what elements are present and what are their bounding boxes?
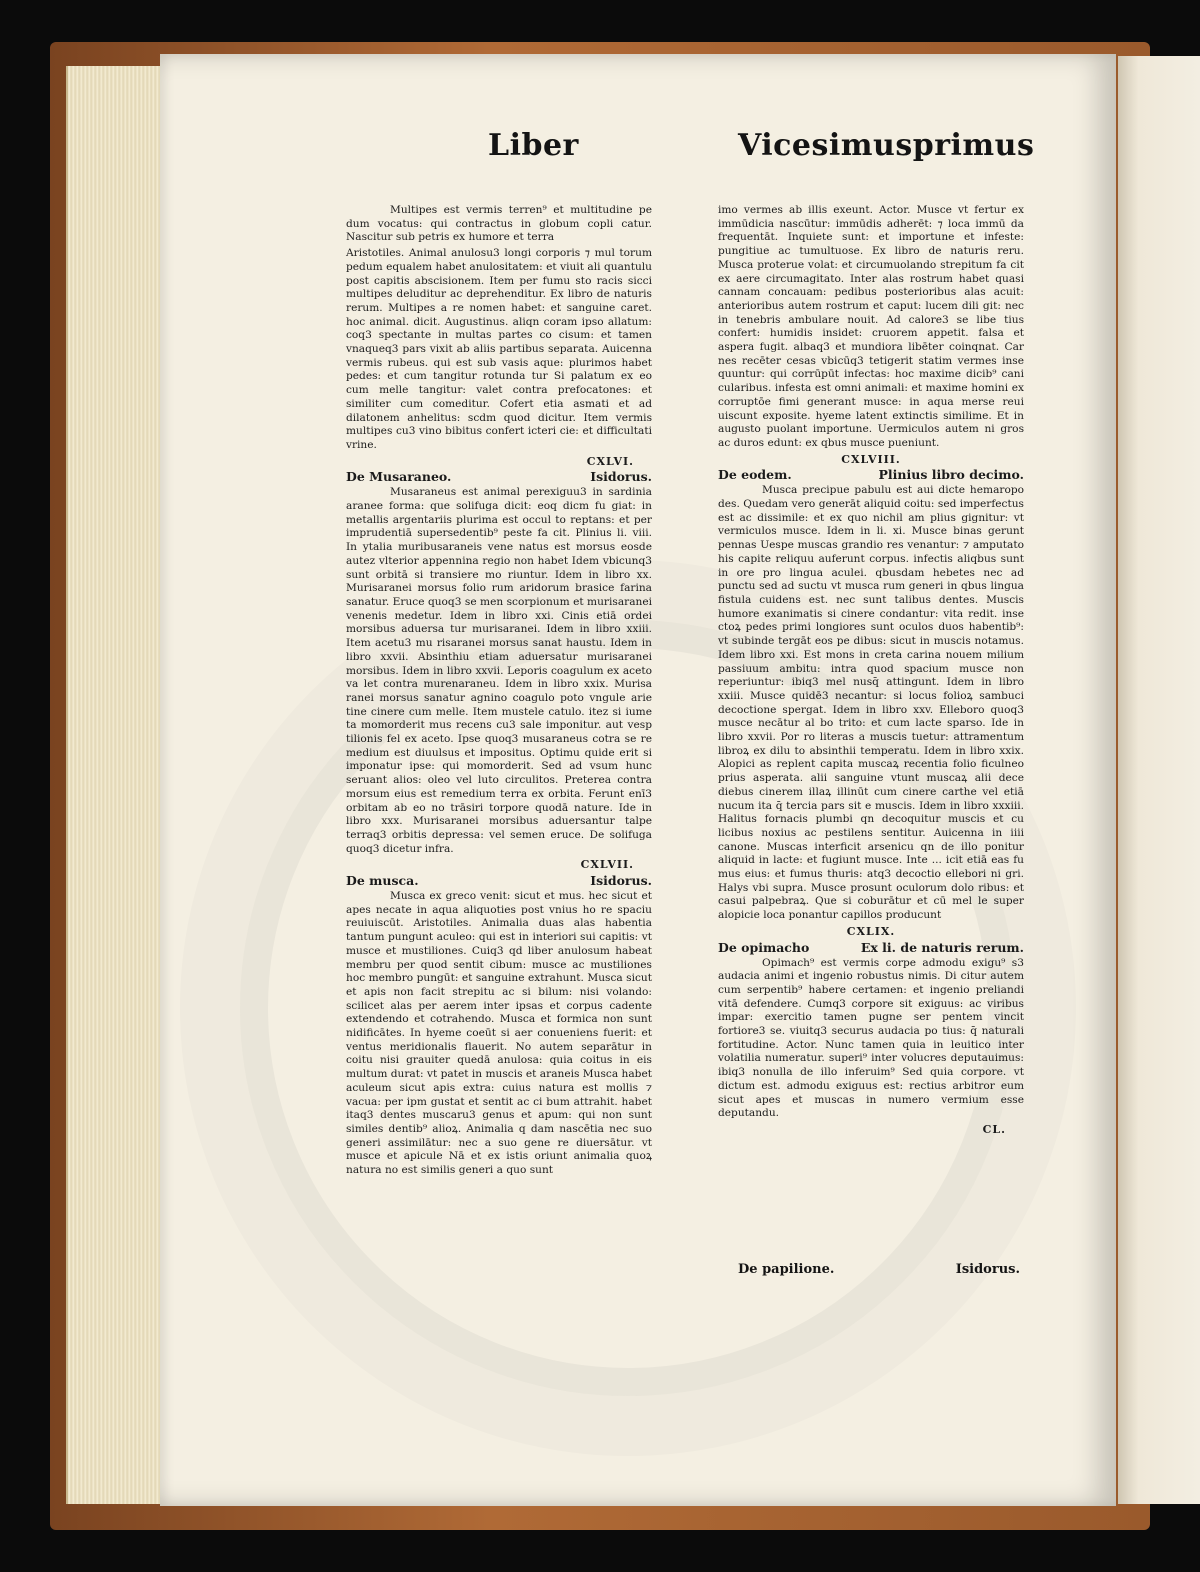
section-title: De papilione. [738, 1262, 835, 1277]
chapter-number: CXLVII. [580, 858, 634, 872]
paragraph: Multipes est vermis terren⁹ et multitudine pe dum vocatus: qui contractus in globum copli catur. Nascitur sub petris ex humore et terra [346, 204, 652, 244]
section-heading [346, 469, 652, 485]
paragraph: imo vermes ab illis exeunt. Actor. Musce vt fertur ex immūdicia nascūtur: immūdis adherēt: ⁊ loca immū da frequentāt. Inquiete sunt: et importune et infeste: pungitiue ac tumultuose. Ex libro de naturis reru. Musca proterue volat: et circumuolando strepitum fa cit ex aere circumagitato. Inter alas rostrum habet quasi cannam concauam: pedibus posterioribus alas acuit: anterioribus autem rostrum et caput: lucem dili git: nec in tenebris ambulare nouit. Ad calore3 se libe tius confert: humidis insidet: cruorem appetit. falsa et aspera fugit. albaq3 et mundiora libēter coinqnat. Car nes recēter cesas vbicūq3 tetigerit statim vermes inse quuntur: qui corrūpūt infectas: hoc maxime dicib⁹ cani cularibus. infesta est omni animali: et maxime homini ex corruptōe fimi generant musce: in aqua merse reui uiscunt exposite. hyeme latent extinctis similime. Et in augusto puolant importune. Uermiculos autem ni gros ac duros edunt: ex qbus musce pueniunt. [718, 204, 1024, 449]
section-source: Plinius libro decimo. [878, 467, 1024, 483]
section-title: De opimacho [718, 939, 810, 955]
right-column [718, 204, 1024, 1137]
paragraph: Musca ex greco venit: sicut et mus. hec sicut et apes necate in aqua aliquoties post vnius ho re spaciu reuiuiscūt. Aristotiles. Animalia duas alas habentia tantum pungunt aculeo: qui est in interiori sui capitis: vt musce et mustiliones. Cuiq3 qd liber anulosum habeat membru per quod sentit cibum: musce ac mustiliones hoc membro pungūt: et sanguine extrahunt. Musca sicut et apis non facit strepitu ac si bilum: nisi volando: scilicet alas per aerem inter ipsas et corpus cadente extendendo et cotrahendo. Musca et formica non sunt nidificātes. In hyeme coeūt si aer conueniens fuerit: et ventus meridionalis flauerit. No autem separātur in coitu nisi grauiter quedā anulosa: quia coitus in eis multum durat: vt patet in muscis et araneis Musca habet aculeum sicut apis extra: cuius natura est mollis ⁊ vacua: per ipm gustat et sentit ac ci bum attrahit. habet itaq3 dentes muscaru3 genus et apum: qui non sunt similes dentib⁹ alioꝝ. Animalia q dam nascētia nec suo generi assimilātur: nec a suo gene re diuersātur. vt musce et apicule Nā et ex istis oriunt animalia quoꝝ natura no est similis generi a quo sunt [346, 890, 652, 1177]
paragraph: Aristotiles. Animal anulosu3 longi corporis ⁊ mul torum pedum equalem habet anulositatem: et viuit ali quantulu post capitis abscisionem. Item per fumu sto racis sicci multipes deluditur ac deprehenditur. Ex libro de naturis rerum. Multipes a re nomen habet: et sanguine caret. hoc animal. dicit. Augustinus. aliqn coram ipso allatum: coq3 spectante in multas partes co cisum: et tamen vnaqueq3 pars vixit ab aliis partibus separata. Auicenna vermis rubeus. qui est sub vasis aque: plurimos habet pedes: et cum tangitur rotunda tur Si palatum ex eo cum melle tangitur: valet contra prefocatones: et similiter cum comeditur. Cofert etia asmati et ad dilatonem anhelitus: scdm quod dicitur. Item vermis multipes cu3 vino bibitus confert icteri cie: et difficultati vrine. [346, 247, 652, 451]
chapter-number: CXLIX. [846, 924, 896, 938]
facing-page-edge [1118, 56, 1200, 1504]
section-title: De eodem. [718, 467, 792, 483]
section-heading [718, 467, 1024, 483]
chapter-number: CL. [982, 1123, 1006, 1136]
section-title: De musca. [346, 873, 419, 889]
chapter-number: CXLVIII. [841, 452, 901, 466]
section-heading [346, 873, 652, 889]
section-heading-bottom [738, 1262, 1020, 1277]
page-edges [66, 66, 168, 1504]
paragraph: Opimach⁹ est vermis corpe admodu exigu⁹ s3 audacia animi et ingenio robustus nimis. Di citur autem cum serpentib⁹ habere certamen: et ingenio preliandi vitā defendere. Cumq3 corpore sit exiguus: ac viribus impar: exercitio tamen pugne ser pentem vincit fortiore3 se. viuitq3 securus audacia po tius: q̄ naturali fortitudine. Actor. Nunc tamen quia in leuitico inter volatilia numeratur. superi⁹ inter volucres deputauimus: ibiq3 nonulla de illo inferuim⁹ Sed quia corpore. vt dictum est. admodu exiguus est: rectius arbitror eum sicut apes et muscas in numero vermium esse deputandu. [718, 956, 1024, 1120]
section-heading [718, 940, 1024, 956]
section-source: Isidorus. [590, 469, 652, 485]
section-source: Ex li. de naturis rerum. [860, 939, 1024, 955]
running-head-left: Liber [488, 128, 579, 163]
chapter-number: CXLVI. [586, 454, 634, 468]
left-column [346, 204, 652, 1180]
section-source: Isidorus. [955, 1262, 1020, 1277]
section-source: Isidorus. [590, 873, 652, 889]
paragraph: Musca precipue pabulu est aui dicte hemaropo des. Quedam vero generāt aliquid coitu: sed imperfectus est ac dissimile: et ex quo nichil am plius gignitur: vt vermiculos musce. Idem in li. xi. Musce binas gerunt pennas Uespe muscas grandio res venantur: ⁊ amputato his capite reliquu auferunt corpus. infectis aliqbus sunt in ore pro lingua aculei. qbusdam hebetes nec ad punctu sed ad suctu vt musca rum generi in qbus lingua fistula cuidens est. nec sunt talibus dentes. Muscis humore exanimatis si cinere condantur: vita redit. inse ctoꝝ pedes primi longiores sunt oculos duos habentib⁹: vt subinde tergāt eos pe dibus: sicut in muscis notamus. Idem libro xxi. Est mons in creta carina nouem milium passiuum ambitu: intra quod spacium musce non reperiuntur: ibiq3 mel nusq̄ attingunt. Idem in libro xxiii. Musce quidē3 necantur: si locus folioꝝ sambuci decoctione spergat. Idem in libro xxv. Elleboro quoq3 musce necātur al bo trito: et cum lacte sparso. Ide in libro xxvii. Por ro literas a muscis tuetur: attramentum libroꝝ ex dilu to absinthii temperatu. Idem in libro xxix. Alopici as replent capita muscaꝝ recentia folio ficulneo prius asperata. alii sanguine vtunt muscaꝝ alii dece diebus cinerem illaꝝ illinūt cum cinere carthe vel etiā nucum ita q̄ tercia pars sit e muscis. Idem in libro xxxiii. Halitus fornacis plumbi qn decoquitur muscis et cu licibus noxius ac pestilens sentitur. Auicenna in iiii canone. Muscas interficit arsenicu qn de illo ponitur aliquid in lacte: et fugiunt musce. Inte ... icit etiā eas fu mus eius: et fumus thuris: atq3 decoctio ellebori ni gri. Halys vbi supra. Musce prosunt oculorum dolo ribus: et casui palpebraꝝ. Que si coburātur et cū mel le super alopicie loca ponantur capillos producunt [718, 484, 1024, 922]
section-title: De Musaraneo. [346, 469, 452, 485]
paragraph: Musaraneus est animal perexiguu3 in sardinia aranee forma: que solifuga dicit: eoq dicm fu giat: in metallis argentariis plurima est occul to reptans: et per imprudentiā supersedentib⁹ peste fa cit. Plinius li. viii. In ytalia muribusaraneis vene natus est morsus eosde autez vlterior appennina regio non habet Idem vbicunq3 sunt orbitā si transiere mo riuntur. Idem in libro xx. Murisaranei morsus folio rum aridorum brasice farina sanatur. Eruce quoq3 se men scorpionum et murisaranei venenis medetur. Idem in libro xxi. Cinis etiā ordei morsibus aduersa tur murisaranei. Idem in libro xxiii. Item acetu3 mu risaranei morsus sanat haustu. Idem in libro xxvii. Absinthiu etiam aduersatur murisaranei morsibus. Idem in libro xxvii. Leporis coagulum ex aceto va let contra murenaraneu. Idem in libro xxix. Murisa ranei morsus sanatur agnino coagulo poto vngule arie tine cinere cum melle. Item mustele catulo. itez si iume ta momorderit mus recens cu3 sale imponitur. aut vesp tilionis fel ex aceto. Ipse quoq3 musaraneus cotra se re medium est diuulsus et impositus. Optimu quide erit si imponatur ipse: qui momorderit. Sed ad vsum hunc seruant alios: oleo vel luto circulitos. Preterea contra morsum eius est remedium terra ex orbita. Ferunt enī3 orbitam ab eo no trāsiri torpore quodā nature. Ide in libro xxx. Murisaranei morsibus aduersantur talpe terraq3 orbitis depressa: vel semen eruce. De solifuga quoq3 dicetur infra. [346, 486, 652, 855]
running-head-right: Vicesimusprimus [738, 128, 1035, 163]
